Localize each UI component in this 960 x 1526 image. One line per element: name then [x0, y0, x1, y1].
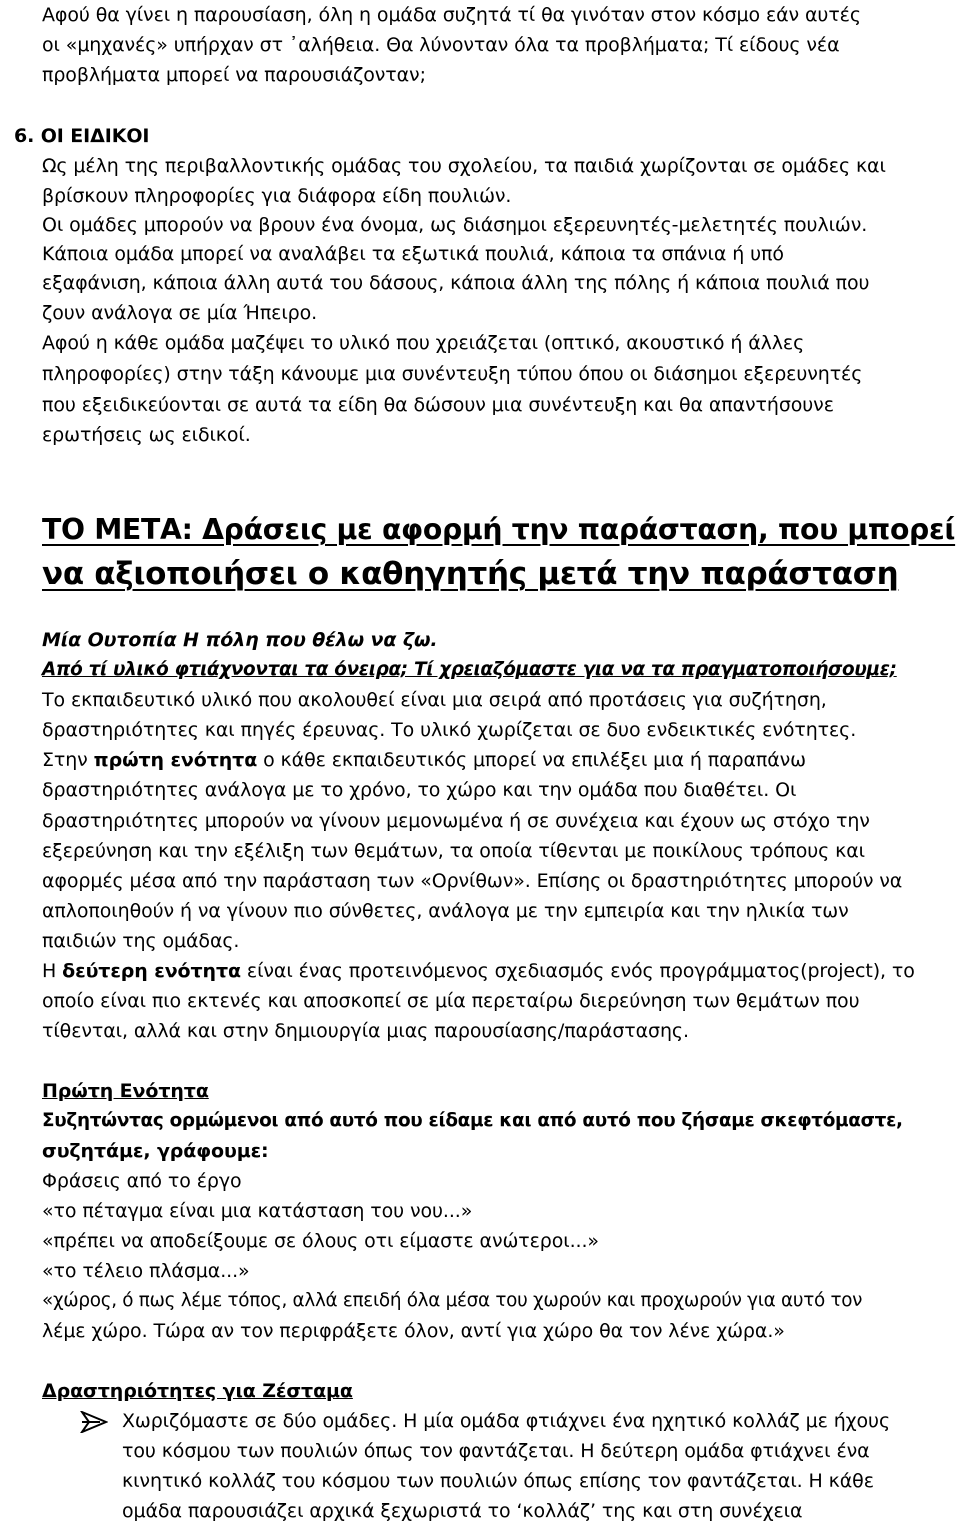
paragraph-line: πληροφορίες) στην τάξη κάνουμε μια συνέντευξη τύπου όπου οι διάσημοι εξερευνητές	[42, 363, 863, 385]
intro-line: προβλήματα μπορεί να παρουσιάζονταν;	[42, 64, 426, 86]
paragraph-line: Ως μέλη της περιβαλλοντικής ομάδας του σχολείου, τα παιδιά χωρίζονται σε ομάδες και	[42, 155, 886, 177]
section-heading: ΤΟ ΜΕΤΑ: Δράσεις με αφορμή την παράσταση, που μπορεί	[42, 513, 956, 546]
paragraph-line: παιδιών της ομάδας.	[42, 930, 240, 952]
bullet-line: κινητικό κολλάζ του κόσμου των πουλιών όπως επίσης τον φαντάζεται. Η κάθε	[122, 1470, 874, 1492]
paragraph-line: απλοποιηθούν ή να γίνουν πιο σύνθετες, ανάλογα με την εμπειρία και την ηλικία των	[42, 900, 849, 922]
warmup-title: Δραστηριότητες για Ζέσταμα	[42, 1380, 353, 1402]
paragraph-line: δραστηριότητες μπορούν να γίνουν μεμονωμένα ή σε συνέχεια και έχουν ως στόχο την	[42, 810, 870, 832]
paragraph-line: που εξειδικεύονται σε αυτά τα είδη θα δώσουν μια συνέντευξη και θα απαντήσουνε	[42, 394, 834, 416]
paragraph-line: τίθενται, αλλά και στην δημιουργία μιας παρουσίασης/παράστασης.	[42, 1020, 689, 1042]
section-6-title: 6. ΟΙ ΕΙΔΙΚΟΙ	[14, 125, 150, 147]
paragraph-line: εξερεύνηση και την εξέλιξη των θεμάτων, τα οποία τίθενται με ποικίλους τρόπους και	[42, 840, 865, 862]
text-run: Στην	[42, 749, 94, 771]
text-run: Η	[42, 960, 63, 982]
intro-line: Αφού θα γίνει η παρουσίαση, όλη η ομάδα συζητά τί θα γινόταν στον κόσμο εάν αυτές	[42, 4, 861, 26]
paragraph-line: δραστηριότητες ανάλογα με το χρόνο, το χώρο και την ομάδα που διαθέτει. Οι	[42, 779, 797, 801]
quote: «χώρος, ό πως λέμε τόπος, αλλά επειδή όλα μέσα του χωρούν και προχωρούν για αυτό τον	[42, 1290, 863, 1311]
paragraph-line: αφορμές μέσα από την παράσταση των «Ορνίθων». Επίσης οι δραστηριότητες μπορούν να	[42, 870, 903, 892]
text-run: ο κάθε εκπαιδευτικός μπορεί να επιλέξει μια ή παραπάνω	[257, 749, 806, 771]
paragraph-line: Οι ομάδες μπορούν να βρουν ένα όνομα, ως διάσημοι εξερευνητές-μελετητές πουλιών.	[42, 214, 868, 236]
phrases-label: Φράσεις από το έργο	[42, 1170, 242, 1192]
paragraph-line: ζουν ανάλογα σε μία Ήπειρο.	[42, 302, 318, 324]
paragraph-line: οποίο είναι πιο εκτενές και αποσκοπεί σε μία περεταίρω διερεύνηση των θεμάτων που	[42, 990, 860, 1012]
bullet-line: του κόσμου των πουλιών όπως τον φαντάζεται. Η δεύτερη ομάδα φτιάχνει ένα	[122, 1440, 870, 1462]
intro-line: οι «μηχανές» υπήρχαν στ ᾽αλήθεια. Θα λύνονταν όλα τα προβλήματα; Τί είδους νέα	[42, 34, 840, 56]
text-run: είναι ένας προτεινόμενος σχεδιασμός ενός προγράμματος(project), το	[240, 960, 915, 982]
bullet-line: Χωριζόμαστε σε δύο ομάδες. Η μία ομάδα φτιάχνει ένα ηχητικό κολλάζ με ήχους	[122, 1410, 890, 1432]
utopia-question: Από τί υλικό φτιάχνονται τα όνειρα; Τί χρειαζόμαστε για να τα πραγματοποιήσουμε;	[42, 659, 897, 680]
quote: λέμε χώρο. Τώρα αν τον περιφράξετε όλον, αντί για χώρο θα τον λένε χώρα.»	[42, 1320, 785, 1342]
paragraph-line: δραστηριότητες και πηγές έρευνας. Το υλικό χωρίζεται σε δυο ενδεικτικές ενότητες.	[42, 719, 857, 741]
paragraph-line: Κάποια ομάδα μπορεί να αναλάβει τα εξωτικά πουλιά, κάποια τα σπάνια ή υπό	[42, 243, 784, 265]
quote: «το πέταγμα είναι μια κατάσταση του νου...»	[42, 1200, 473, 1222]
paragraph-line	[42, 956, 915, 986]
emphasis-text: πρώτη ενότητα	[93, 749, 258, 771]
paragraph-line: Αφού η κάθε ομάδα μαζέψει το υλικό που χρειάζεται (οπτικό, ακουστικό ή άλλες	[42, 332, 805, 354]
emphasis-text: δεύτερη ενότητα	[62, 960, 241, 982]
paragraph-line: βρίσκουν πληροφορίες για διάφορα είδη πουλιών.	[42, 185, 512, 207]
bullet-line: ομάδα παρουσιάζει αρχικά ξεχωριστά το ‘κολλάζ’ της και στη συνέχεια	[122, 1500, 803, 1522]
paragraph-line: εξαφάνιση, κάποια άλλη αυτά του δάσους, κάποια άλλη της πόλης ή κάποια πουλιά που	[42, 272, 870, 294]
paragraph-line: Το εκπαιδευτικό υλικό που ακολουθεί είναι μια σειρά από προτάσεις για συζήτηση,	[42, 689, 827, 711]
part-1-subtitle: συζητάμε, γράφουμε:	[42, 1140, 269, 1162]
part-1-title: Πρώτη Ενότητα	[42, 1080, 209, 1102]
quote: «το τέλειο πλάσμα...»	[42, 1260, 250, 1282]
quote: «πρέπει να αποδείξουμε σε όλους οτι είμαστε ανώτεροι...»	[42, 1230, 599, 1252]
utopia-subtitle: Μία Ουτοπία Η πόλη που θέλω να ζω.	[42, 629, 438, 651]
section-heading: να αξιοποιήσει ο καθηγητής μετά την παράσταση	[42, 556, 899, 592]
arrow-bullet-icon	[80, 1411, 108, 1433]
part-1-subtitle: Συζητώντας ορμώμενοι από αυτό που είδαμε και από αυτό που ζήσαμε σκεφτόμαστε,	[42, 1110, 903, 1131]
paragraph-line: ερωτήσεις ως ειδικοί.	[42, 424, 251, 446]
paragraph-line	[42, 745, 806, 775]
